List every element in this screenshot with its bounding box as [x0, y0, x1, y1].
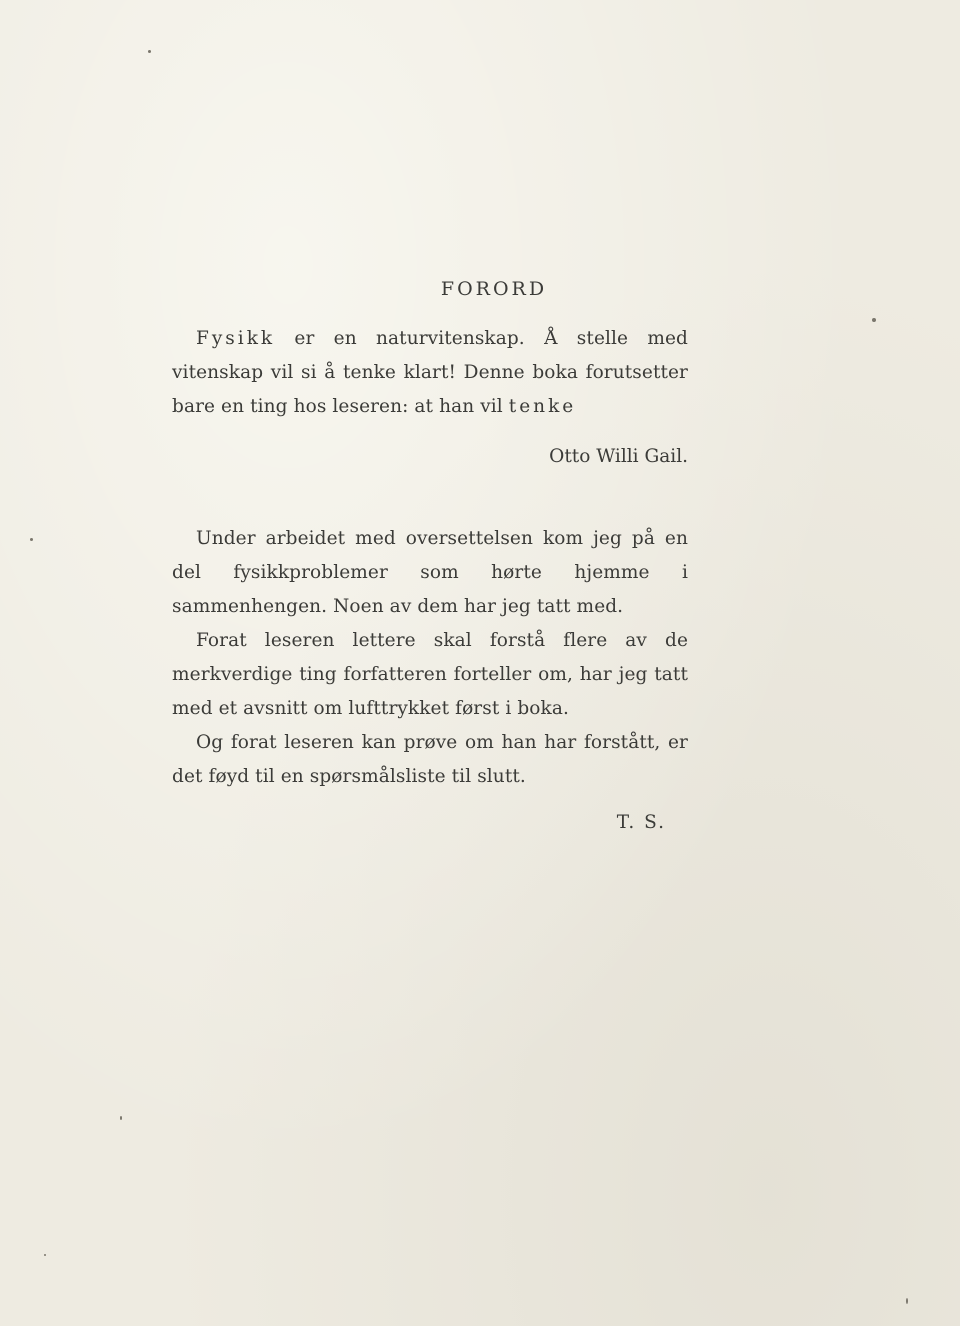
preface-paragraph: [172, 322, 688, 424]
paper-speck: [30, 538, 33, 541]
page-heading: FORORD: [440, 278, 548, 300]
preface-text: er en naturvitenskap. Å stelle med vitenskap vil si å tenke klart! Denne boka forutsetter bare en ting hos leseren: at han vil: [172, 328, 688, 417]
translator-paragraph-2: Forat leseren lettere skal forstå flere av de merkverdige ting forfatteren forteller om, har jeg tatt med et avsnitt om lufttrykket først i boka.: [172, 630, 688, 719]
paper-speck: [872, 318, 876, 322]
paper-speck: [44, 1254, 46, 1256]
paper-speck: [906, 1298, 908, 1304]
translator-paragraph-3: Og forat leseren kan prøve om han har forstått, er det føyd til en spørsmålsliste til slutt.: [172, 732, 688, 787]
paper-speck: [148, 50, 151, 53]
translator-note: [172, 522, 688, 794]
spaced-word-tenke: tenke: [508, 396, 577, 417]
translator-paragraph-1: Under arbeidet med oversettelsen kom jeg på en del fysikkproblemer som hørte hjemme i sammenhengen. Noen av dem har jeg tatt med.: [172, 528, 688, 617]
translator-signature: T. S.: [616, 812, 666, 833]
spaced-word-fysikk: Fysikk: [196, 328, 276, 349]
author-preface: [172, 322, 688, 424]
paper-speck: [120, 1116, 122, 1120]
author-signature: Otto Willi Gail.: [549, 446, 688, 467]
